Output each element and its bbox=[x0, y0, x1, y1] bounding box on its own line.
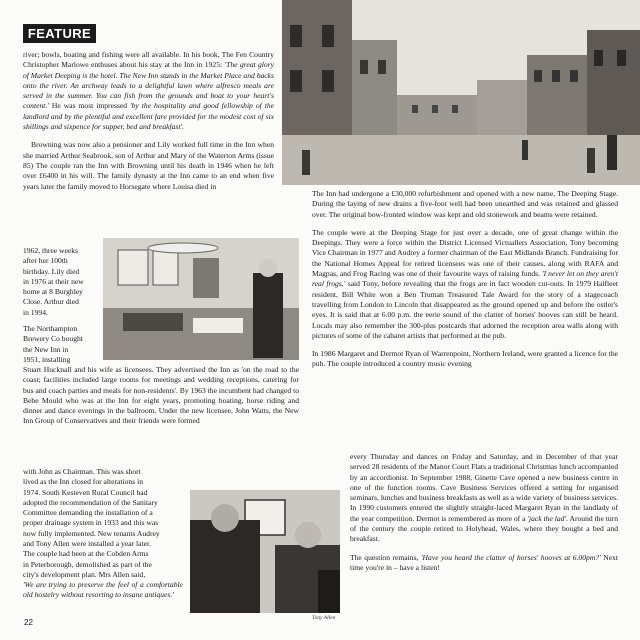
wrap-line: now fully implemented. New tenants Audrey bbox=[23, 528, 160, 538]
col1-end-quote bbox=[23, 580, 183, 601]
wrap-line: 1974. South Kesteven Rural Council had bbox=[23, 487, 148, 497]
wrap-line: 1951, installing bbox=[23, 354, 71, 364]
wrap-line: proper drainage system in 1933 and this was bbox=[23, 518, 159, 528]
photo-inn-interior bbox=[103, 238, 299, 360]
col1-p1-quote2: 'by the hospitality and good fellowship of the landlord and by the plentiful and excellent fare provided for the modest cost of six shillings and sixpence for supper, bed and breakfast'. bbox=[23, 101, 274, 132]
col2-p2b: said Tony, before revealing that the frogs are in fact wooden cut-outs. In 1979 Halfleet resident, Bill White won a Ben Truman Treasured Tale Award for the story of a stagecoach travelling from London to Lincoln that disappeared as the ground opened up and before the ostler's eyes. It is said that at 6.00 p.m. the eerie sound of the clatter of horses' hooves can still be heard. Locals may also remember the 300-plus postcards that adorned the reception area walls along with pictures of some of the cabaret artists that performed at the pub. bbox=[312, 279, 618, 340]
wrap-line: Close. Arthur died bbox=[23, 297, 79, 307]
wrap-line: in 1976 at their new bbox=[23, 276, 84, 286]
feature-tag: FEATURE bbox=[23, 24, 96, 43]
wrap-line: 1962, three weeks bbox=[23, 246, 79, 255]
col2-p1: The Inn had undergone a £30,000 refurbishment and opened with a new name, The Deeping Stage. During the laying of new drains a five-foot well had been unearthed and was retained and glassed over. The original bow-fronted window was kept and old stonework and beams were retained. bbox=[312, 189, 618, 219]
col2-p2a: The couple were at the Deeping Stage for just over a decade, one of great change within the Deepings. They were a force within the District Licensed Victuallers Association, Tony becoming Vice Chairman in 1977 and Audrey a former chairman of the East Midlands Branch. Fundraising for the National Homes Appeal for retired licensees was one of their causes, along with RAFA and Magpas, and Frog Racing was one of their favourite ways of raising funds. bbox=[312, 227, 618, 279]
wrap-line: the New Inn in bbox=[23, 344, 69, 354]
col2-p3-quote: 'jack the lad'. bbox=[527, 513, 568, 523]
page-number: 22 bbox=[24, 618, 33, 627]
wrap-line: in 1994. bbox=[23, 307, 48, 317]
col1-quote: 'We are trying to preserve the feel of a comfortable old hostelry without resorting to insane antiques.' bbox=[23, 580, 183, 600]
photo-tony-allen bbox=[190, 490, 340, 613]
col1-p1-mid: He was most impressed bbox=[51, 101, 128, 111]
col1-p2: Browning was now also a pensioner and Lily worked full time in the Inn when she married Arthur Seabrook, son of Arthur and Mary of the Waterton Arms (issue 85) The couple ran the Inn with Browning until his death in 1946 when he left over £6400 in his will. The family dynasty at the Inn came to an end when five years later the family moved to Horsegate where Louisa died in bbox=[23, 140, 274, 191]
wrap-line: Committee demanding the installation of a bbox=[23, 508, 153, 518]
wrap-line: Brewery Co bought bbox=[23, 334, 83, 344]
col2-p4a: The question remains, bbox=[350, 552, 419, 562]
col2-p3-end: Around the turn of the century the couple retired to Holyhead, Wales, where they bought a bed and breakfast. bbox=[350, 513, 618, 544]
photo-credit: Tony Allen bbox=[312, 615, 336, 621]
col1-p3-wrap2 bbox=[23, 467, 183, 580]
col1-intro bbox=[23, 50, 274, 200]
wrap-line: The couple had been at the Cobden Arms bbox=[23, 549, 149, 559]
col2-p3-rest: every Thursday and dances on Friday and Saturday, and in December of that year served 28 residents of the Manor Court Flats a traditional Christmas lunch accompanied by an accordionist. In September 1988, Ginette Cave opened a new business centre in one of the function rooms. Cave Business Services offered a setting for organised seminars, lunches and business breakfasts as well as a wide variety of business services. In 1990 customers entered the slightly straight-laced Margaret Ryan in the landlady of the year competition. Dermot is remembered as more of a bbox=[350, 452, 618, 523]
col2-p4b: Next time you're in – have a listen! bbox=[350, 552, 618, 572]
col1-p3-wrap bbox=[23, 324, 95, 365]
col1-p1: river; bowls, boating and fishing were all available. In his book, The Fen Country Christopher Marlowe enthuses about his stay at the Inn in 1925: bbox=[23, 50, 274, 70]
col2-p3: In 1986 Margaret and Dermot Ryan of Warrenpoint, Northern Ireland, were granted a licence for the pub. The couple introduced a country music evening bbox=[312, 349, 618, 369]
col1-p3: Stuart Hucknall and his wife as licensees. They advertised the Inn as 'on the road to the coast; facilities included large rooms for meetings and wedding receptions, catering for bus and coach parties and meals for non-residents'. By 1963 the incumbent had changed to Bebe Mould who was at the Inn for eight years, promoting boating, horse riding and dinner and dance evenings in the ballroom. Under the new licensee, John Watts, the New Inn Group of Conservatives and their friends were formed bbox=[23, 365, 299, 426]
col2-top bbox=[312, 189, 618, 378]
wrap-line: in Peterborough, demolished as part of the bbox=[23, 559, 152, 569]
wrap-line: after her 100th bbox=[23, 256, 68, 266]
col1-p2-wrap bbox=[23, 246, 95, 318]
wrap-line: lived as the Inn closed for alterations in bbox=[23, 477, 143, 487]
wrap-line: city's development plan. Mrs Allen said, bbox=[23, 569, 146, 579]
wrap-line: and Tony Allen were installed a year later. bbox=[23, 539, 151, 549]
wrap-line: with John as Chairman. This was short bbox=[23, 467, 141, 476]
col1-p3-full bbox=[23, 365, 299, 435]
col2-p2-quote: 'I never let on they aren't real frogs,' bbox=[312, 269, 618, 289]
col2-p4-quote: 'Have you heard the clatter of horses' hooves at 6.00pm?' bbox=[420, 552, 601, 562]
wrap-line: adopted the recommendation of the Sanitary bbox=[23, 497, 158, 507]
wrap-line: birthday. Lily died bbox=[23, 266, 80, 276]
wrap-line: The Northampton bbox=[23, 324, 78, 333]
col2-bottom bbox=[350, 452, 618, 581]
photo-market-place bbox=[282, 0, 640, 185]
wrap-line: home at 8 Burghley bbox=[23, 287, 83, 297]
col1-p1-quote: 'The great glory of Market Deeping is the hotel. The New Inn stands in the Market Place and backs onto the river. An archway leads to a delightful lawn where alfresco meals are served in the summer. You can fish from the grounds and boat to your heart's content.' bbox=[23, 60, 275, 111]
